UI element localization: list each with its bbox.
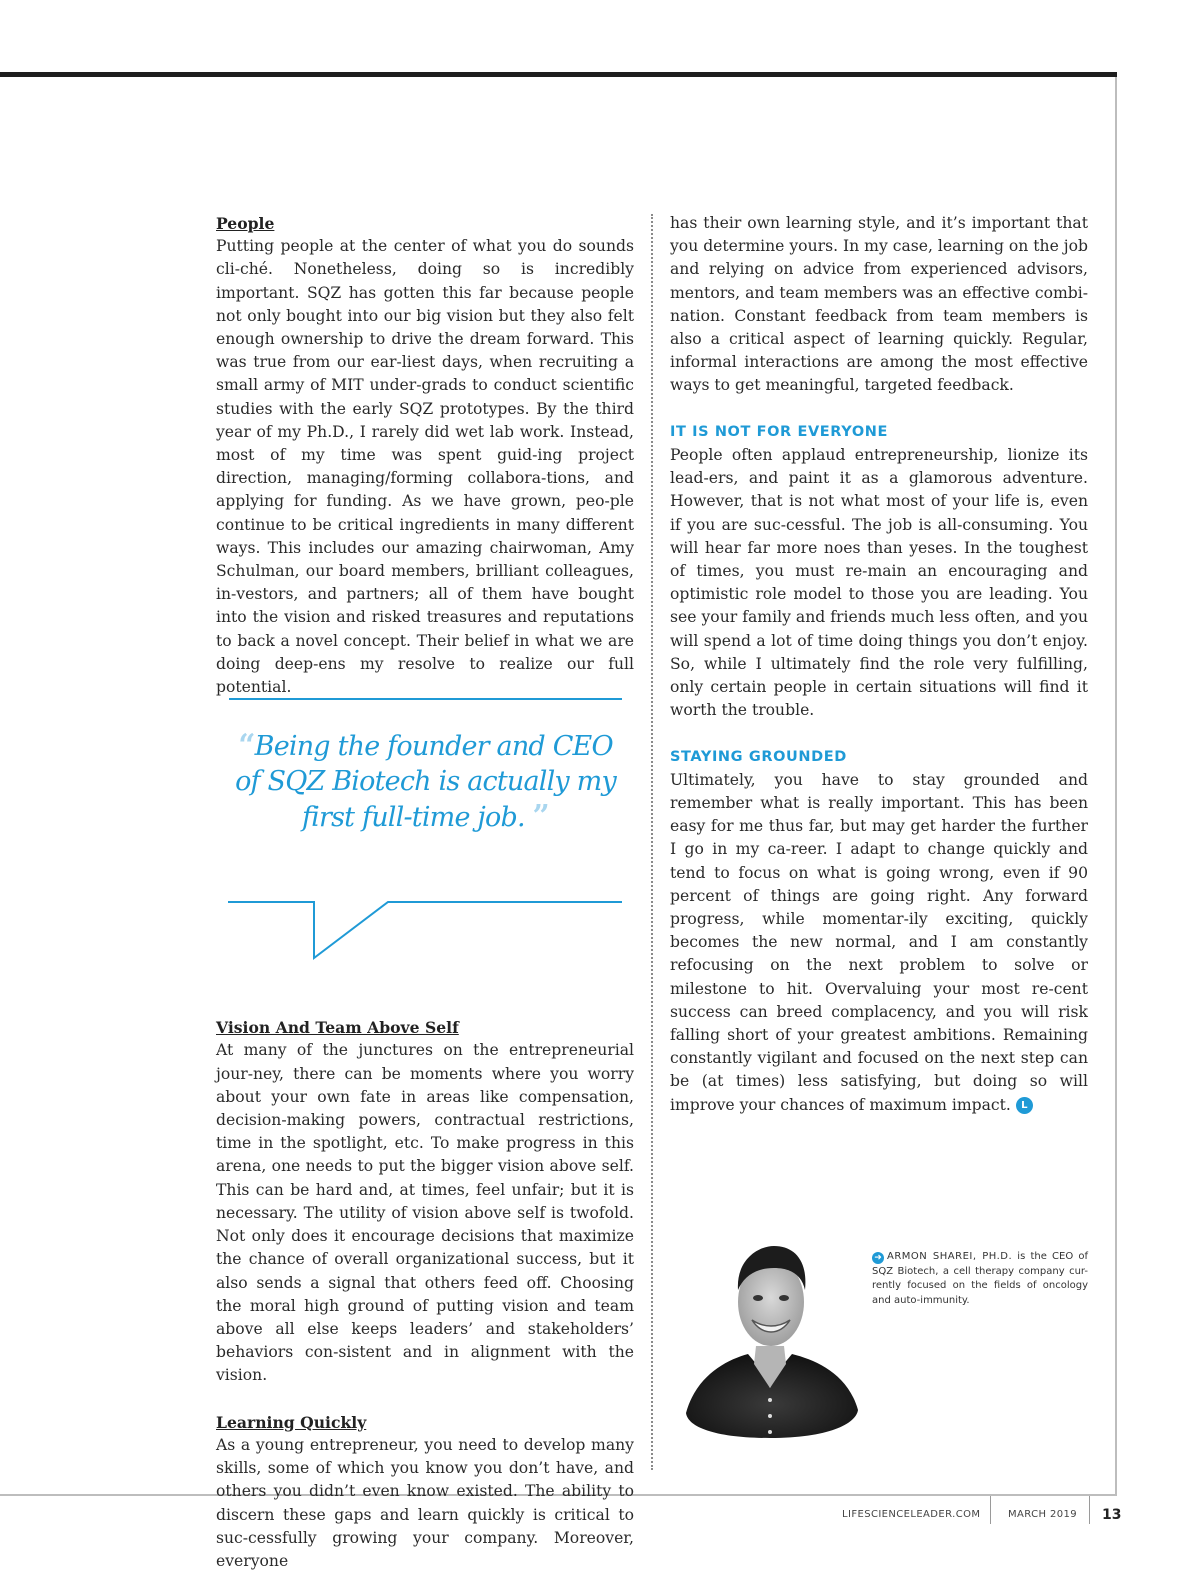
right-rule	[1115, 77, 1117, 1495]
pull-quote-top-rule	[229, 698, 622, 700]
footer-separator	[990, 1496, 991, 1524]
staying-grounded-body	[670, 769, 1088, 1117]
pull-quote-speech-tail	[228, 898, 624, 962]
vision-heading: Vision And Team Above Self	[216, 1018, 459, 1038]
staying-grounded-text: Ultimately, you have to stay grounded and remember what is really important. This has been easy for me thus far, but may get harder the further I go in my ca-reer. I adapt to change quickly and tend to focus on what is going wrong, even if 90 percent of things are going right. Any forward progress, while momentar-ily exciting, quickly becomes the new normal, and I am constantly refocusing on the next problem to solve or milestone to hit. Overvaluing your most re-cent success can breed complacency, and you will risk falling short of your greatest ambitions. Remaining constantly vigilant and focused on the next step can be (at times) less satisfying, but doing so will improve your chances of maximum impact.	[670, 770, 1088, 1114]
top-rule	[0, 72, 1117, 77]
column-divider	[651, 214, 653, 1470]
pull-quote-text: Being the founder and CEO of SQZ Biotech is actually my first full-time job.	[235, 731, 616, 833]
pull-quote	[229, 728, 622, 835]
not-for-everyone-heading: IT IS NOT FOR EVERYONE	[670, 423, 889, 440]
bio-name: ARMON SHAREI, PH.D.	[887, 1251, 1013, 1262]
vision-body: At many of the junctures on the entrepreneurial jour-ney, there can be moments where you worry about your own fate in areas like compensation, decision-making powers, contractual restrictions, time in the spotlight, etc. To make progress in this arena, one needs to put the bigger vision above self. This can be hard and, at times, feel unfair; but it is necessary. The utility of vision above self is twofold. Not only does it encourage decisions that maximize the chance of overall organizational success, but it also sends a signal that others feed off. Choosing the moral high ground of putting vision and team above all else keeps leaders’ and stakeholders’ behaviors con-sistent and in alignment with the vision.	[216, 1041, 634, 1385]
end-mark-icon: L	[1016, 1097, 1033, 1114]
page-number: 13	[1102, 1507, 1122, 1523]
open-quote-mark: “	[238, 728, 255, 763]
footer-separator	[1089, 1496, 1090, 1524]
arrow-right-icon: ➜	[872, 1252, 884, 1264]
bio-text: is the CEO of SQZ Biotech, a cell therapy company cur-rently focused on the fields of oncology and auto-immunity.	[872, 1251, 1088, 1306]
left-column	[216, 212, 634, 1573]
staying-grounded-heading: STAYING GROUNDED	[670, 748, 847, 765]
learning-heading: Learning Quickly	[216, 1412, 367, 1432]
footer-date: MARCH 2019	[1008, 1509, 1078, 1520]
author-bio	[872, 1250, 1088, 1308]
close-quote-mark: ”	[532, 799, 549, 834]
author-portrait	[678, 1238, 863, 1440]
learning-continuation: has their own learning style, and it’s important that you determine yours. In my case, learning on the job and relying on advice from experienced advisors, mentors, and team members was an effective combi-nation. Constant feedback from team members is also a critical aspect of learning quickly. Regular, informal interactions are among the most effective ways to get meaningful, targeted feedback.	[670, 214, 1088, 395]
not-for-everyone-body: People often applaud entrepreneurship, lionize its lead-ers, and paint it as a glamorous adventure. However, that is not what most of your life is, even if you are suc-cessful. The job is all-consuming. You will hear far more noes than yeses. In the toughest of times, you must re-main an encouraging and optimistic role model to those you are leading. You see your family and friends much less often, and you will spend a lot of time doing things you don’t enjoy. So, while I ultimately find the role very fulfilling, only certain people in certain situations will find it worth the trouble.	[670, 446, 1088, 720]
footer-site: LIFESCIENCELEADER.COM	[842, 1509, 981, 1520]
right-column	[670, 212, 1088, 1117]
people-heading: People	[216, 214, 275, 233]
learning-body: As a young entrepreneur, you need to develop many skills, some of which you know you don’t have, and others you didn’t even know existed. The ability to discern these gaps and learn quickly is critical to suc-cessfully growing your company. Moreover, everyone	[216, 1435, 634, 1570]
people-body: Putting people at the center of what you do sounds cli-ché. Nonetheless, doing so is incredibly important. SQZ has gotten this far because people not only bought into our big vision but they also felt enough ownership to drive the dream forward. This was true from our ear-liest days, when recruiting a small army of MIT under-grads to conduct scientific studies with the early SQZ prototypes. By the third year of my Ph.D., I rarely did wet lab work. Instead, most of my time was spent guid-ing project direction, managing/forming collabora-tions, and applying for funding. As we have grown, peo-ple continue to be critical ingredients in many different ways. This includes our amazing chairwoman, Amy Schulman, our board members, brilliant colleagues, in-vestors, and partners; all of them have bought into the vision and risked treasures and reputations to back a novel concept. Their belief in what we are doing deep-ens my resolve to realize our full potential.	[216, 237, 634, 697]
